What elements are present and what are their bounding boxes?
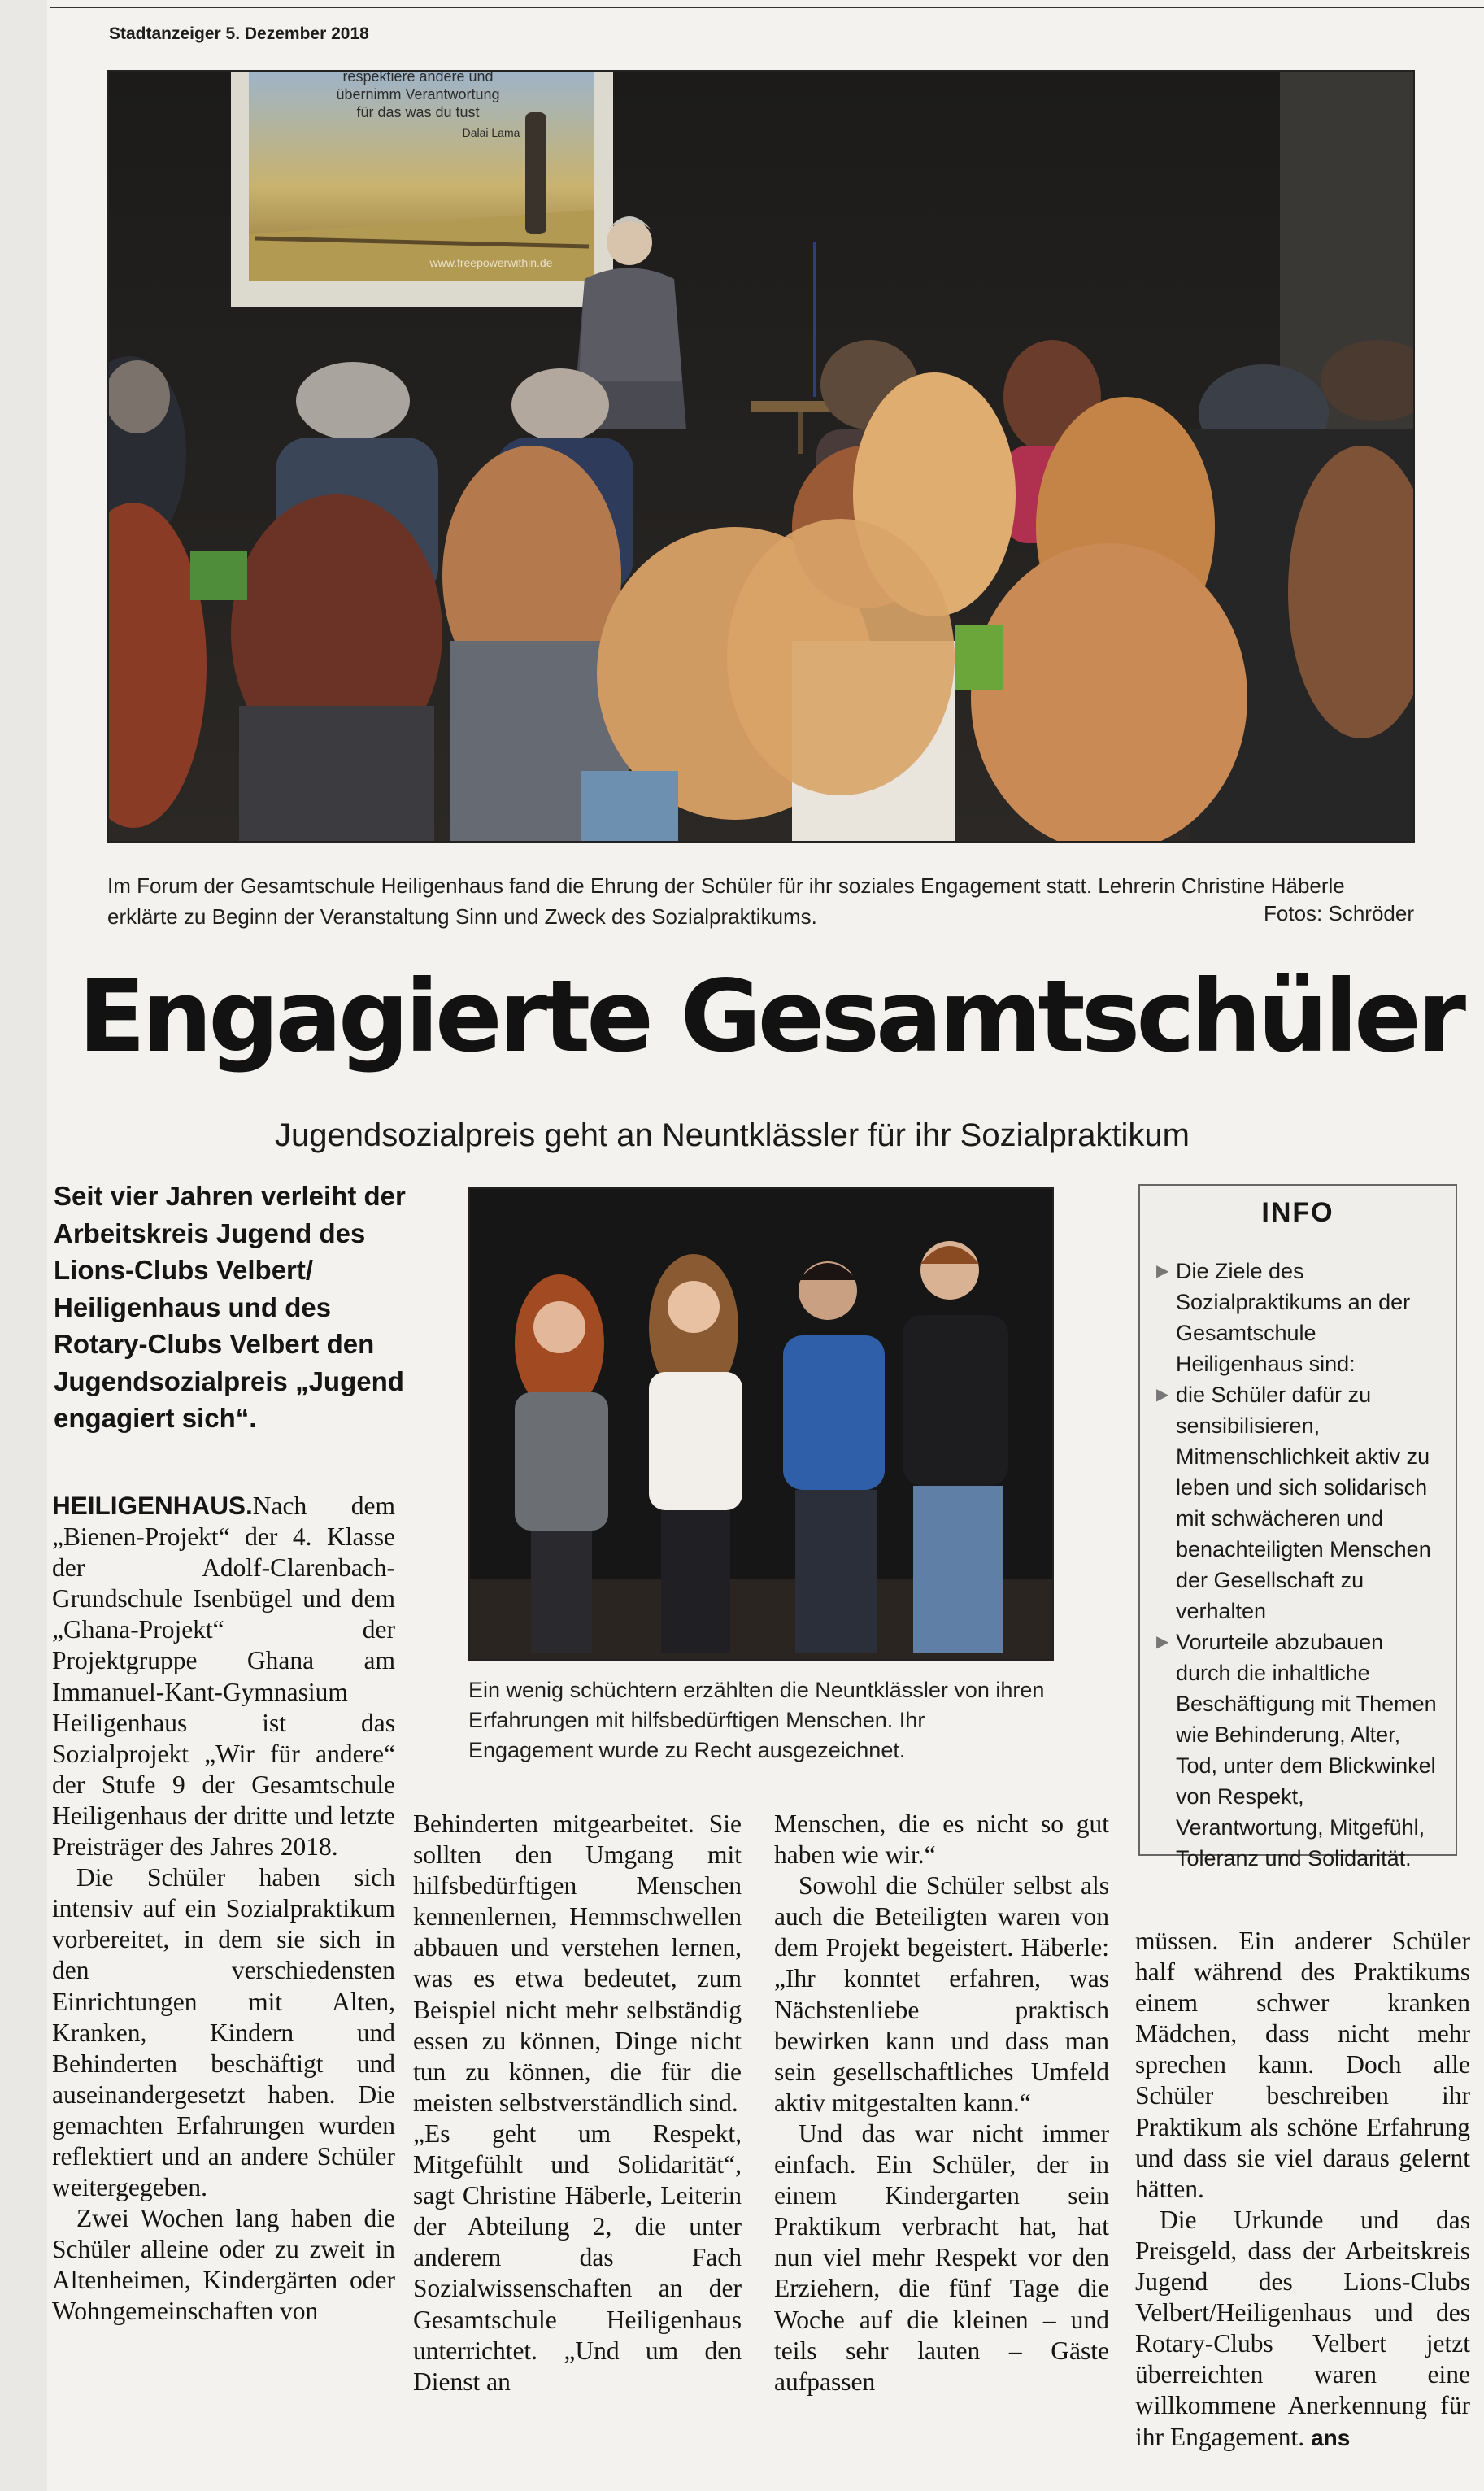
article-paragraph: müssen. Ein anderer Schüler half während des Praktikums einem schwer kranken Mädchen, dass nicht mehr sprechen kann. Doch alle Schüler beschreiben ihr Praktikum als schöne Erfahrung und dass sie viel daraus gelernt hätten.	[1135, 1927, 1470, 2203]
info-item: ▶ die Schüler dafür zu sensibilisieren, Mitmenschlichkeit aktiv zu leben und sich solidarisch mit schwächeren und benachteiligten Menschen der Gesellschaft zu verhalten	[1156, 1379, 1444, 1627]
article-paragraph: Die Schüler haben sich intensiv auf ein Sozialpraktikum vorbereitet, in dem sie sich in den verschiedensten Einrichtungen mit Alten, Kranken, Kindern und Behinderten beschäftigt und auseinandergesetzt haben. Die gemachten Erfahrungen wurden reflektiert und an andere Schüler weitergegeben.	[52, 1863, 395, 2202]
article-column-4	[1135, 1926, 1470, 2454]
main-photo-scene	[109, 72, 1413, 841]
projection-text-2: übernimm Verantwortung	[336, 86, 500, 102]
bullet-arrow-icon: ▶	[1156, 1262, 1169, 1280]
info-list	[1156, 1256, 1444, 1874]
students-photo-scene	[470, 1189, 1052, 1659]
article-paragraph: Behinderten mitgearbeitet. Sie sollten den Umgang mit hilfsbedürftigen Menschen kennenlernen, Hemmschwellen abbauen und verstehen lernen, was es etwa bedeutet, zum Beispiel nicht mehr selbständig essen zu können, Dinge nicht tun zu können, die für die meisten selbstverständlich sind.	[413, 1809, 742, 2117]
bullet-arrow-icon: ▶	[1156, 1633, 1169, 1651]
main-photo-caption: Im Forum der Gesamtschule Heiligenhaus fand die Ehrung der Schüler für ihr soziales Engagement statt. Lehrerin Christine Häberle erklärte zu Beginn der Veranstaltung Sinn und Zweck des Sozialpraktikums.	[107, 873, 1345, 929]
info-box	[1138, 1184, 1457, 1870]
projection-text-3: für das was du tust	[356, 104, 480, 120]
info-item: ▶ Vorurteile abzubauen durch die inhaltliche Beschäftigung mit Themen wie Behinderung, Alter, Tod, unter dem Blickwinkel von Respekt, Verantwortung, Mitgefühl, Toleranz und Solidarität.	[1156, 1627, 1444, 1874]
article-column-2	[413, 1809, 742, 2397]
article-paragraph: „Es geht um Respekt, Mitgefühlt und Solidarität“, sagt Christine Häberle, Leiterin der Abteilung 2, die unter anderem das Fach Sozialwissenschaften an der Gesamtschule Heiligenhaus unterrichtet. „Und um den Dienst an	[413, 2119, 742, 2396]
dateline: Stadtanzeiger 5. Dezember 2018	[109, 24, 369, 43]
article-paragraph: HEILIGENHAUS.Nach dem „Bienen-Projekt“ der 4. Klasse der Adolf-Clarenbach-Grundschule Isenbügel und dem „Ghana-Projekt“ der Projektgruppe Ghana am Immanuel-Kant-Gymnasium Heiligenhaus ist das Sozialprojekt „Wir für andere“ der Stufe 9 der Gesamtschule Heiligenhaus der dritte und letzte Preisträger des Jahres 2018.	[52, 1491, 395, 1862]
projection-author: Dalai Lama	[462, 126, 520, 139]
students-photo	[468, 1187, 1054, 1661]
author-signature: ans	[1311, 2424, 1351, 2450]
place-dateline: HEILIGENHAUS.	[52, 1491, 253, 1520]
main-photo	[107, 70, 1415, 843]
info-item: ▶ Die Ziele des Sozialpraktikums an der Gesamtschule Heiligenhaus sind:	[1156, 1256, 1444, 1379]
student-2	[649, 1254, 742, 1653]
students-photo-caption: Ein wenig schüchtern erzählten die Neuntklässler von ihren Erfahrungen mit hilfsbedürftigen Menschen. Ihr Engagement wurde zu Recht ausgezeichnet.	[468, 1678, 1045, 1762]
bullet-arrow-icon: ▶	[1156, 1386, 1169, 1404]
projection-text-1: respektiere andere und	[342, 72, 494, 85]
article-paragraph: Sowohl die Schüler selbst als auch die Beteiligten waren von dem Projekt begeistert. Häberle: „Ihr konntet erfahren, was Nächstenliebe praktisch bewirken kann und dass man sein gesellschaftliches Umfeld aktiv mitgestalten kann.“	[774, 1871, 1109, 2117]
article-paragraph: Und das war nicht immer einfach. Ein Schüler, der in einem Kindergarten sein Praktikum verbracht hat, hat nun viel mehr Respekt vor den Erziehern, die fünf Tage die Woche auf die kleinen – und teils sehr lauten – Gäste aufpassen	[774, 2119, 1109, 2396]
lead-paragraph: Seit vier Jahren verleiht der Arbeitskreis Jugend des Lions-Clubs Velbert/ Heiligenhaus und des Rotary-Clubs Velbert den Jugendsozialpreis „Jugend engagiert sich“.	[54, 1181, 406, 1433]
top-rule	[50, 7, 1484, 8]
photo-credit: Fotos: Schröder	[1264, 901, 1414, 925]
article-column-1	[52, 1490, 395, 2328]
article-paragraph: Menschen, die es nicht so gut haben wie wir.“	[774, 1809, 1109, 1870]
article-paragraph: Zwei Wochen lang haben die Schüler alleine oder zu zweit in Altenheimen, Kindergärten oder Wohngemeinschaften von	[52, 2204, 395, 2326]
article-column-3	[774, 1809, 1109, 2397]
info-title: INFO	[1261, 1197, 1334, 1228]
projection-url: www.freepowerwithin.de	[429, 256, 553, 269]
headline: Engagierte Gesamtschüler	[78, 959, 1463, 1074]
subheadline: Jugendsozialpreis geht an Neuntklässler für ihr Sozialpraktikum	[275, 1117, 1190, 1153]
article-paragraph: Die Urkunde und das Preisgeld, dass der Arbeitskreis Jugend des Lions-Clubs Velbert/Heiligenhaus und des Rotary-Clubs Velbert jetzt überreichten waren eine willkommene Anerkennung für ihr Engagement. ans	[1135, 2205, 1470, 2451]
